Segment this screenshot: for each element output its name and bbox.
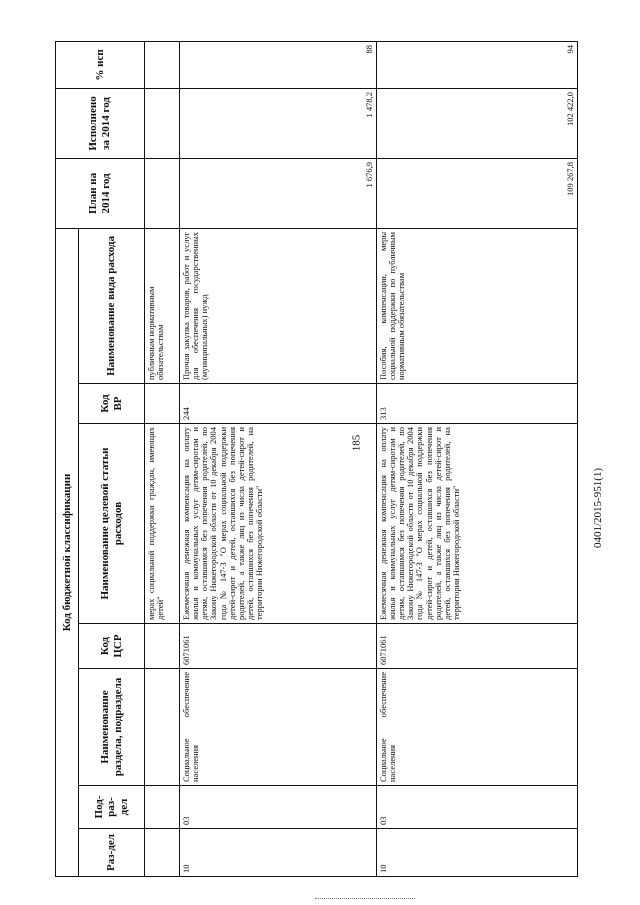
header-csr: Код ЦСР xyxy=(79,624,145,669)
header-podrazdel: Под-раз-дел xyxy=(79,786,145,829)
cell-vr-name: Пособия, компенсации, меры социальной поддержки по публичным нормативным обязательствам xyxy=(376,228,577,383)
cell-executed xyxy=(144,88,179,158)
cell-csr xyxy=(144,624,179,669)
cell-podrazdel: 03 xyxy=(179,786,376,829)
cell-percent: 94 xyxy=(376,41,577,88)
cell-target-name: Ежемесячная денежная компенсация на оплату жилья и коммунальных услуг детям-сиротам и детям, оставшимся без попечения родителей, по Закону Нижегородской области от 10 декабря 2004 года № 147-З "О мерах социальной поддержки детей-сирот и детей, оставшихся без попечения родителей, а также лиц из числа детей-сирот и детей, оставшихся без попечения родителей, на территории Нижегородской области" xyxy=(179,424,376,624)
table-row xyxy=(179,41,376,876)
cell-executed: 102 422,0 xyxy=(376,88,577,158)
cell-section-name: Социальное обеспечение населения xyxy=(376,669,577,786)
cell-razdel: 10 xyxy=(179,829,376,877)
cell-vr: 244 xyxy=(179,384,376,424)
cell-vr-name: Прочая закупка товаров, работ и услуг для обеспечения государственных (муниципальных) нужд xyxy=(179,228,376,383)
header-vr: Код ВР xyxy=(79,384,145,424)
table-row xyxy=(144,41,179,876)
cell-vr xyxy=(144,384,179,424)
cell-vr-name: публичным нормативным обязательствам xyxy=(144,228,179,383)
table-row xyxy=(376,41,577,876)
cell-podrazdel xyxy=(144,786,179,829)
header-vr-name: Наименование вида расхода xyxy=(79,228,145,383)
budget-table xyxy=(55,41,578,877)
header-section-name: Наименование раздела, подраздела xyxy=(79,669,145,786)
cell-section-name xyxy=(144,669,179,786)
cell-executed: 1 478,2 xyxy=(179,88,376,158)
cell-csr: 6071061 xyxy=(179,624,376,669)
cell-plan: 1 676,9 xyxy=(179,158,376,228)
header-target-name: Наименование целевой статьи расходов xyxy=(79,424,145,624)
group-header: Код бюджетной классификации xyxy=(56,228,79,876)
document-code: 0401/2015-951(1) xyxy=(592,467,604,548)
cell-plan xyxy=(144,158,179,228)
cell-csr: 6071061 xyxy=(376,624,577,669)
header-executed: Исполнено за 2014 год xyxy=(56,88,145,158)
cell-razdel xyxy=(144,829,179,877)
cell-vr: 313 xyxy=(376,384,577,424)
cell-razdel: 10 xyxy=(376,829,577,877)
bottom-dotted-line xyxy=(315,898,415,899)
page-number: 185 xyxy=(350,434,363,452)
cell-section-name: Социальное обеспечение населения xyxy=(179,669,376,786)
cell-percent: 88 xyxy=(179,41,376,88)
cell-percent xyxy=(144,41,179,88)
cell-podrazdel: 03 xyxy=(376,786,577,829)
cell-target-name: мерах социальной поддержки граждан, имеющих детей" xyxy=(144,424,179,624)
cell-plan: 109 267,8 xyxy=(376,158,577,228)
header-plan: План на 2014 год xyxy=(56,158,145,228)
rotated-table-wrapper xyxy=(55,42,578,877)
header-razdel: Раз-дел xyxy=(79,829,145,877)
header-percent: % исп xyxy=(56,41,145,88)
cell-target-name: Ежемесячная денежная компенсация на оплату жилья и коммунальных услуг детям-сиротам и детям, оставшимся без попечения родителей, по Закону Нижегородской области от 10 декабря 2004 года № 147-З "О мерах социальной поддержки детей-сирот и детей, оставшихся без попечения родителей, а также лиц из числа детей-сирот и детей, оставшихся без попечения родителей, на территории Нижегородской области" xyxy=(376,424,577,624)
